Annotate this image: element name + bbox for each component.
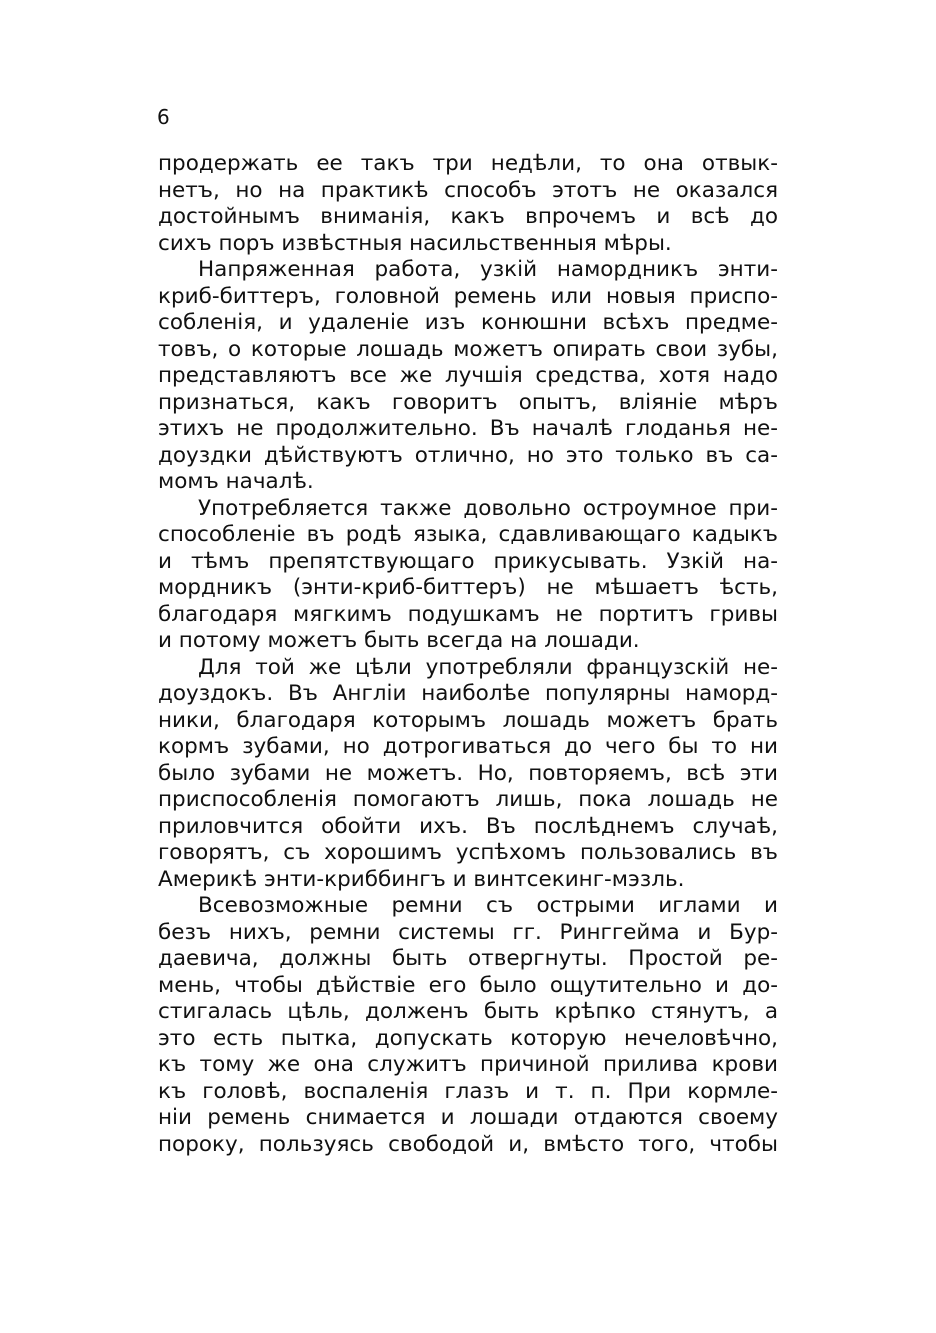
text-line: способленіе въ родѣ языка, сдавливающаго кадыкъ <box>158 522 778 547</box>
text-line: мордникъ (энти-криб-биттеръ) не мѣшаетъ ѣсть, <box>158 575 778 600</box>
text-line: мень, чтобы дѣйствіе его было ощутительно и до- <box>158 972 778 998</box>
text-line: признаться, какъ говоритъ опытъ, вліяніе мѣръ <box>158 389 778 415</box>
text-line: ніи ремень снимается и лошади отдаются своему <box>158 1105 778 1130</box>
text-line: это есть пытка, допускать которую нечеловѣчно, <box>158 1025 778 1051</box>
paragraph <box>158 893 778 1158</box>
text-line: доуздки дѣйствуютъ отлично, но это только въ са- <box>158 442 778 468</box>
text-line: нетъ, но на практикѣ способъ этотъ не оказался <box>158 177 778 203</box>
text-line: пороку, пользуясь свободой и, вмѣсто того, чтобы <box>158 1131 778 1157</box>
text-line: къ головѣ, воспаленія глазъ и т. п. При кормле- <box>158 1078 778 1104</box>
paragraph <box>158 257 778 496</box>
text-line: этихъ не продолжительно. Въ началѣ глоданья не- <box>158 416 778 441</box>
paragraph <box>158 655 778 894</box>
text-line: было зубами не можетъ. Но, повторяемъ, всѣ эти <box>158 760 778 786</box>
text-line: Употребляется также довольно остроумное при- <box>198 495 778 521</box>
page-number: 6 <box>157 105 170 129</box>
text-line: кормъ зубами, но дотрогиваться до чего бы то ни <box>158 734 778 759</box>
text-line: благодаря мягкимъ подушкамъ не портитъ гривы <box>158 601 778 627</box>
text-line: и тѣмъ препятствующаго прикусывать. Узкій на- <box>158 548 778 574</box>
text-line: собленія, и удаленіе изъ конюшни всѣхъ предме- <box>158 310 778 335</box>
text-line: приловчится обойти ихъ. Въ послѣднемъ случаѣ, <box>158 813 778 839</box>
text-line: Всевозможные ремни съ острыми иглами и <box>198 893 778 918</box>
text-line: достойнымъ вниманія, какъ впрочемъ и всѣ до <box>158 204 778 229</box>
text-line: сихъ поръ извѣстныя насильственныя мѣры. <box>158 230 672 256</box>
text-line: приспособленія помогаютъ лишь, пока лошадь не <box>158 787 778 812</box>
text-line: Америкѣ энти-криббингъ и винтсекинг-мэзль. <box>158 866 685 892</box>
text-line: ники, благодаря которымъ лошадь можетъ брать <box>158 707 778 733</box>
text-line: Напряженная работа, узкій намордникъ энти- <box>198 257 778 282</box>
text-line: къ тому же она служитъ причиной прилива крови <box>158 1052 778 1077</box>
text-line: продержать ее такъ три недѣли, то она отвык- <box>158 151 778 176</box>
text-line: Для той же цѣли употребляли французскій не- <box>198 654 778 680</box>
paragraph <box>158 496 778 655</box>
body-text <box>158 151 778 1158</box>
text-line: криб-биттеръ, головной ремень или новыя приспо- <box>158 283 778 309</box>
paragraph <box>158 151 778 257</box>
text-line: товъ, о которые лошадь можетъ опирать свои зубы, <box>158 336 778 362</box>
text-line: безъ нихъ, ремни системы гг. Ринггейма и Бур- <box>158 919 778 945</box>
text-line: доуздокъ. Въ Англіи наиболѣе популярны наморд- <box>158 681 778 706</box>
text-line: говорятъ, съ хорошимъ успѣхомъ пользовались въ <box>158 840 778 865</box>
text-line: момъ началѣ. <box>158 469 314 494</box>
text-line: даевича, должны быть отвергнуты. Простой ре- <box>158 946 778 971</box>
text-line: и потому можетъ быть всегда на лошади. <box>158 628 640 653</box>
text-line: стигалась цѣль, долженъ быть крѣпко стянутъ, а <box>158 999 778 1024</box>
text-line: представляютъ все же лучшія средства, хотя надо <box>158 363 778 388</box>
